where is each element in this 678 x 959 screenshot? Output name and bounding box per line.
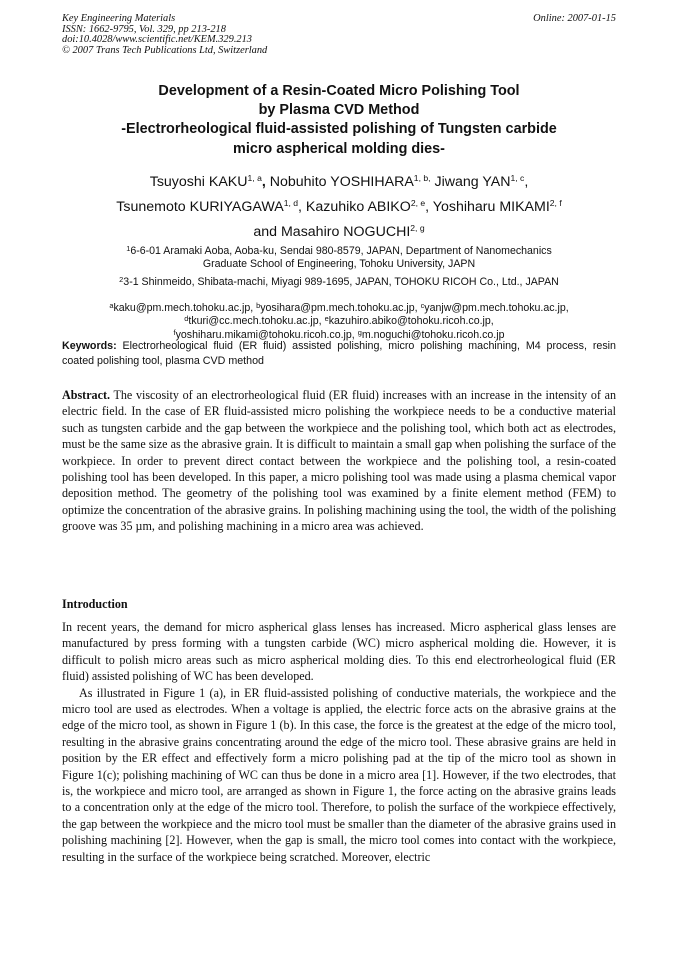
affiliation-text: 6-6-01 Aramaki Aoba, Aoba-ku, Sendai 980-8579, JAPAN, Department of Nanomechanics [130,245,552,257]
email-line [62,302,616,315]
email-sup: e [324,314,329,324]
keywords-text: Electrorheological fluid (ER fluid) assisted polishing, micro polishing machining, M4 process, resin coated polishing tool, plasma CVD method [62,340,616,368]
affiliation-line: Graduate School of Engineering, Tohoku University, JAPN [202,258,476,271]
email-address: yanjw@pm.mech.tohoku.ac.jp, [424,302,569,314]
email-address: kazuhiro.abiko@tohoku.ricoh.co.jp, [328,315,494,328]
authors-and: and [253,224,278,240]
email-line [62,315,616,328]
author-sep: , [524,174,529,190]
abstract-label: Abstract. [62,388,111,402]
author-name: Tsunemoto KURIYAGAWA [116,199,284,215]
subtitle-line: micro aspherical molding dies- [233,140,445,157]
author-name: Tsuyoshi KAKU [149,174,248,190]
email-address: yosihara@pm.mech.tohoku.ac.jp [260,302,415,314]
issn-line: ISSN: 1662-9795, Vol. 329, pp 213-218 [62,23,226,35]
email-sup: b [256,301,261,310]
keywords-label: Keywords: [62,340,117,352]
email-sup: a [109,301,114,310]
author-sup: 2, f [549,198,562,208]
email-sup: g [357,327,362,337]
author-list [62,170,616,245]
email-address: m.noguchi@tohoku.ricoh.co.jp [361,328,505,341]
email-address: kaku@pm.mech.tohoku.ac.jp [113,302,251,314]
author-sup: 1, d [283,198,299,208]
author-name: Nobuhito YOSHIHARA [269,174,414,190]
affiliation-text: 3-1 Shinmeido, Shibata-machi, Miyagi 989-1695, JAPAN, TOHOKU RICOH Co., Ltd., JAPAN [123,276,559,288]
affiliation-line [62,245,616,258]
author-sup: 1, c [510,173,525,183]
affiliation-2 [62,276,616,289]
email-list [62,302,616,342]
email-sep: , [414,302,421,314]
online-date: Online: 2007-01-15 [533,13,616,24]
email-address: tkuri@cc.mech.tohoku.ac.jp [188,315,319,328]
journal-name: Key Engineering Materials [62,13,176,24]
author-line [62,220,616,245]
journal-header [62,14,616,56]
doi-line: doi:10.4028/www.scientific.net/KEM.329.213 [62,34,252,46]
email-sup: d [184,314,189,324]
paragraph: In recent years, the demand for micro aspherical glass lenses has increased. Micro aspherical glass lenses are manufactured by press forming with a tungsten carbide (WC) micro aspherical molding die. However, it is difficult to polish micro areas such as micro aspherical molding dies. To this end electrorheological fluid (ER fluid) assisted polishing of WC has been developed. [62,620,616,684]
author-line [62,170,616,195]
email-sep: , [250,302,257,314]
paper-title [62,82,616,159]
email-sup: c [420,301,425,310]
abstract-text: The viscosity of an electrorheological fluid (ER fluid) increases with an increase in the intensity of an electric field. In the case of ER fluid-assisted micro polishing the workpiece needs to be a conductive material such as tungsten carbide and the gap between the workpiece and the polishing tool, which both act as electrodes, must be the same size as the abrasive grain. It is difficult to maintain a small gap when polishing the surface of the workpiece. In order to prevent direct contact between the workpiece and the polishing tool, a resin-coated polishing tool has been developed. In this paper, a micro polishing tool was made using a plasma chemical vapor deposition method. The geometry of the polishing tool was examined by a finite element method (FEM) to optimize the concentration of the abrasive grains. In polishing machining using the tool, the width of the polishing groove was 35 µm, and polishing machining in a micro area was achieved. [62,388,616,534]
author-sup: 1, b, [413,173,431,183]
email-sep: , [318,315,325,328]
title-line: by Plasma CVD Method [258,102,420,119]
author-line [62,195,616,220]
keywords [62,339,616,370]
title-line: Development of a Resin-Coated Micro Polishing Tool [158,83,520,99]
affiliation-sup: 1 [126,244,131,253]
author-sup: 2, e [410,198,426,208]
author-sup: 2, g [410,223,425,233]
subtitle-line: -Electrorheological fluid-assisted polishing of Tungsten carbide [121,121,557,138]
introduction-body [62,619,616,865]
author-name: Kazuhiko ABIKO [305,199,411,215]
email-sup: f [173,327,176,337]
author-name: Masahiro NOGUCHI [280,224,411,240]
author-sup: 1, a [247,173,262,183]
author-sep: , [298,199,306,215]
copyright-line: © 2007 Trans Tech Publications Ltd, Switzerland [62,44,268,56]
email-address: yoshiharu.mikami@tohoku.ricoh.co.jp [175,328,352,341]
affiliation-1 [62,245,616,272]
email-sep: , [351,328,358,341]
section-heading: Introduction [62,597,128,611]
abstract [62,387,616,535]
author-name: Yoshiharu MIKAMI [432,199,550,215]
paragraph: As illustrated in Figure 1 (a), in ER fluid-assisted polishing of conductive materials, the workpiece and the micro tool are used as electrodes. When a voltage is applied, the electric force acts on the abrasive grains at the edge of the micro tool, as shown in Figure 1 (b). In this case, the force is the greatest at the edge of the micro tool, resulting in the abrasive grains concentrating around the edge of the micro tool. These abrasive grains are held in position by the ER effect and effectively form a micro polishing pad at the tip of the micro tool as shown in Figure 1(c); polishing machining of WC can thus be done in a micro area [1]. However, if the two electrodes, that is, the workpiece and micro tool, are arranged as shown in Figure 1, the force acting on the abrasive grains leads to a concentration only at the edge of the micro tool. Therefore, to polish the surface of the workpiece effectively, the gap between the workpiece and the micro tool must be smaller than the diameter of the abrasive grains used in polishing machining [2]. However, when the gap is small, the micro tool comes into contact with the workpiece, resulting in the surface of the workpiece being scratched. Moreover, electric [62,685,616,864]
author-name: Jiwang YAN [434,174,511,190]
affiliation-sup: 2 [119,275,124,284]
author-sep: , [425,199,433,215]
author-sep: , [261,174,270,190]
